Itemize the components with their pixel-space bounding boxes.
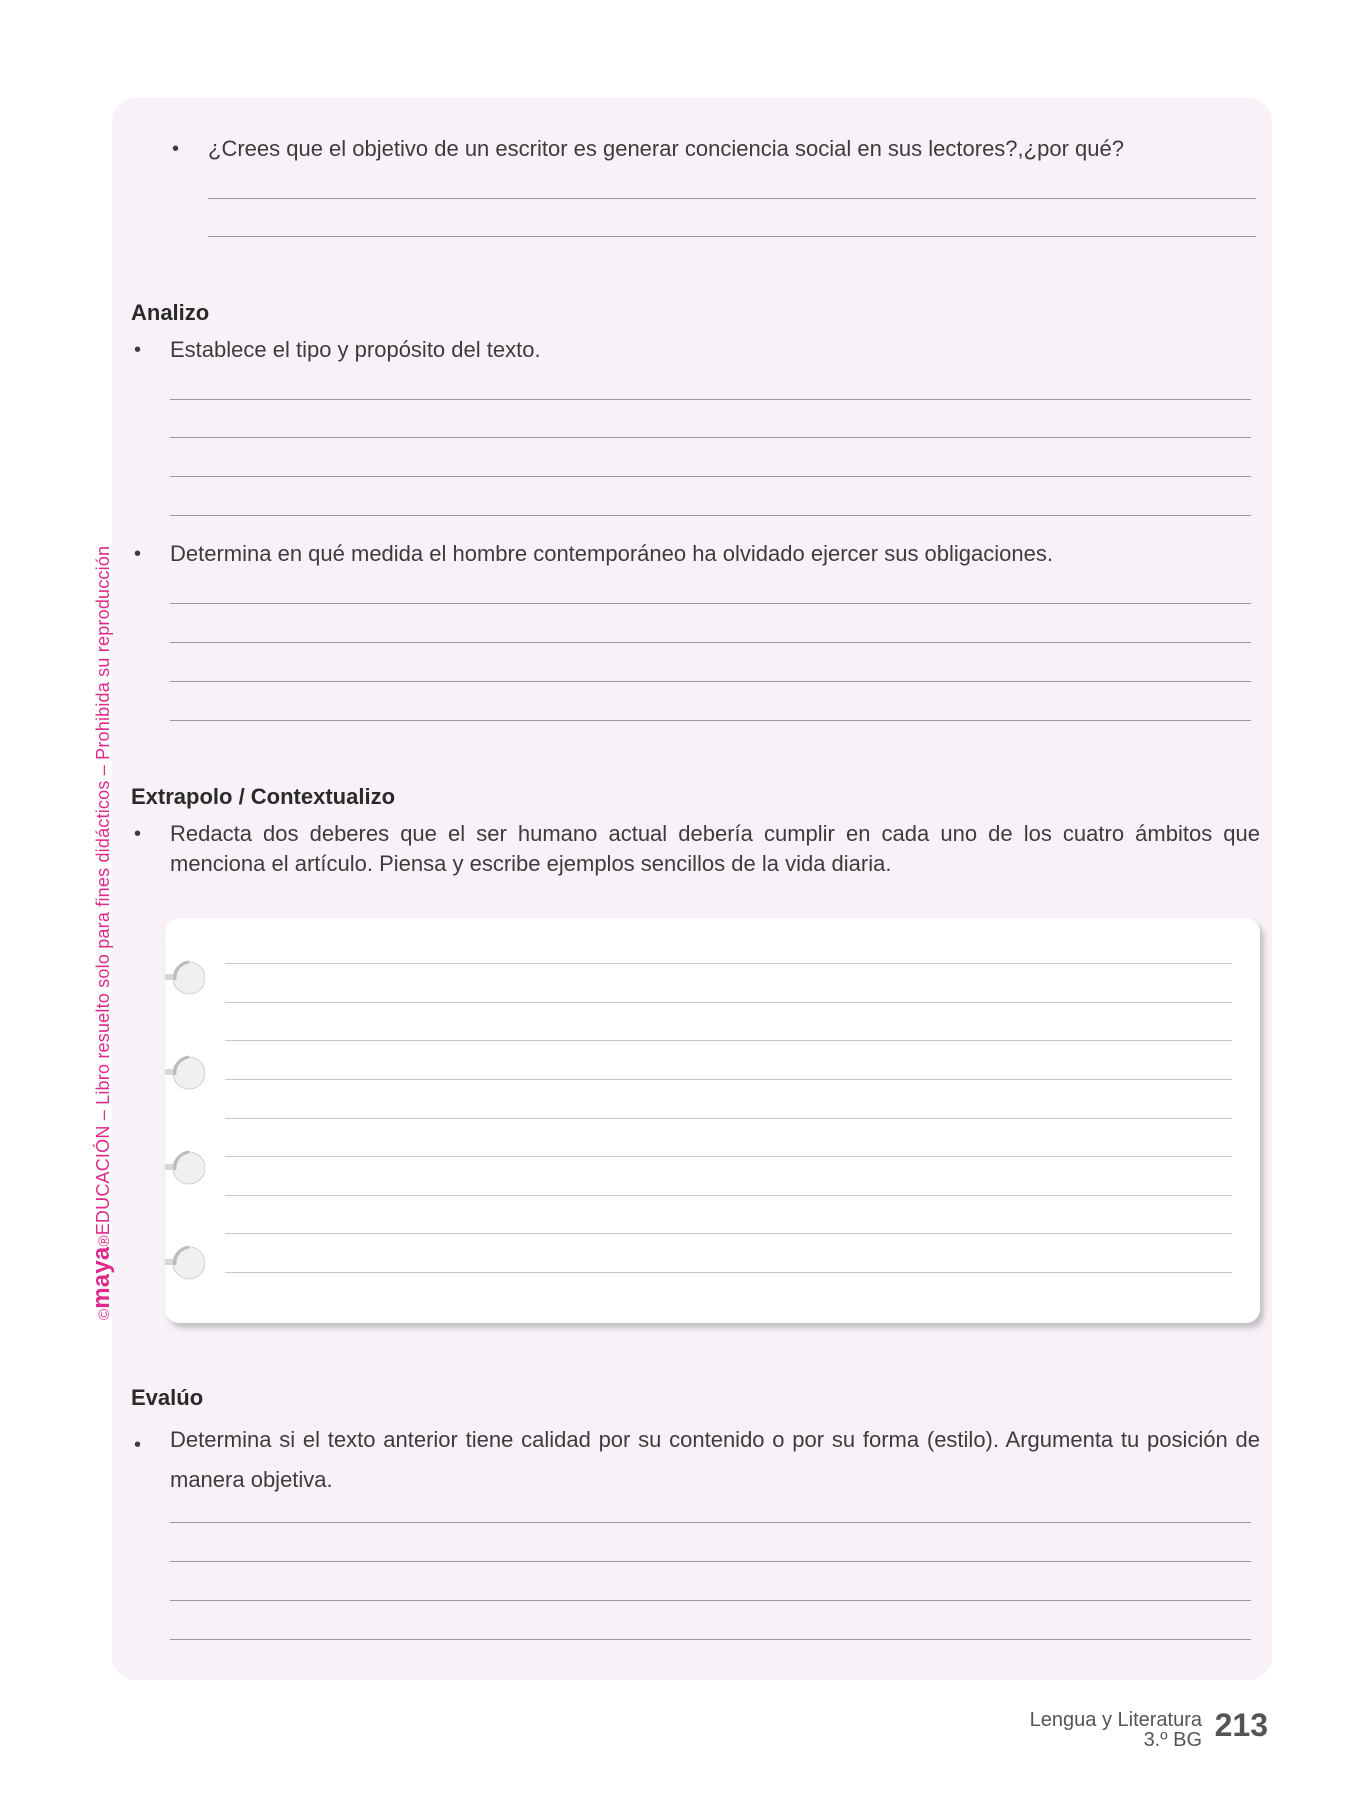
notebook-line[interactable]	[225, 963, 1232, 964]
footer-subject	[1030, 1710, 1202, 1750]
question-text: Determina en qué medida el hombre contemporáneo ha olvidado ejercer sus obligaciones.	[170, 541, 1053, 566]
question-text: ¿Crees que el objetivo de un escritor es generar conciencia social en sus lectores?,¿por qué?	[208, 136, 1124, 161]
binder-ring-icon	[165, 1053, 205, 1093]
notebook-line[interactable]	[225, 1272, 1232, 1273]
subject-name: Lengua y Literatura	[1029, 1709, 1202, 1731]
answer-line[interactable]	[170, 681, 1251, 682]
notebook-line[interactable]	[225, 1118, 1232, 1119]
answer-line[interactable]	[170, 1639, 1251, 1640]
question-social-awareness	[172, 134, 1258, 164]
notebook-line[interactable]	[225, 1233, 1232, 1234]
answer-line[interactable]	[170, 720, 1251, 721]
question-text: Redacta dos deberes que el ser humano actual debería cumplir en cada uno de los cuatro ámbitos que menciona el artículo. Piensa y escribe ejemplos sencillos de la vida diaria.	[170, 821, 1260, 876]
answer-line[interactable]	[208, 236, 1256, 237]
answer-line[interactable]	[170, 1522, 1251, 1523]
section-heading-extrapolo: Extrapolo / Contextualizo	[131, 784, 396, 809]
registered-symbol: ®	[96, 1235, 113, 1247]
bullet: •	[134, 543, 142, 565]
notebook-line[interactable]	[225, 1156, 1232, 1157]
page-number: 213	[1214, 1707, 1268, 1743]
answer-line[interactable]	[170, 1600, 1251, 1601]
section-heading-analizo: Analizo	[131, 300, 210, 325]
grade-label: 3.º BG	[1143, 1729, 1202, 1751]
question-text: Determina si el texto anterior tiene calidad por su contenido o por su forma (estilo). Argumenta tu posición de manera objetiva.	[170, 1427, 1260, 1492]
notebook-line[interactable]	[225, 1002, 1232, 1003]
binder-ring-icon	[165, 1148, 205, 1188]
bullet: •	[134, 1434, 142, 1456]
binder-ring-icon	[165, 958, 205, 998]
copyright-symbol: ©	[96, 1308, 113, 1320]
section-heading-evaluo: Evalúo	[131, 1385, 204, 1410]
answer-line[interactable]	[170, 399, 1251, 400]
answer-line[interactable]	[170, 476, 1251, 477]
answer-line[interactable]	[170, 437, 1251, 438]
question-text: Establece el tipo y propósito del texto.	[170, 337, 541, 362]
notebook-answer-box[interactable]	[165, 918, 1260, 1323]
answer-line[interactable]	[170, 515, 1251, 516]
notebook-line[interactable]	[225, 1040, 1232, 1041]
bullet: •	[134, 823, 142, 845]
question-deberes	[134, 819, 1260, 879]
question-calidad-texto	[134, 1420, 1260, 1500]
question-tipo-proposito	[134, 335, 1250, 365]
answer-line[interactable]	[208, 198, 1256, 199]
answer-line[interactable]	[170, 603, 1251, 604]
answer-line[interactable]	[170, 642, 1251, 643]
answer-line[interactable]	[170, 1561, 1251, 1562]
binder-ring-icon	[165, 1243, 205, 1283]
side-credit	[88, 546, 116, 1320]
notebook-line[interactable]	[225, 1079, 1232, 1080]
question-hombre-contemporaneo	[134, 539, 1260, 569]
notebook-line[interactable]	[225, 1195, 1232, 1196]
bullet: •	[172, 138, 180, 160]
side-credit-text: EDUCACIÓN – Libro resuelto solo para fines didácticos – Prohibida su reproducción	[93, 545, 113, 1236]
bullet: •	[134, 339, 142, 361]
brand-logo-text: maya	[88, 1246, 115, 1309]
